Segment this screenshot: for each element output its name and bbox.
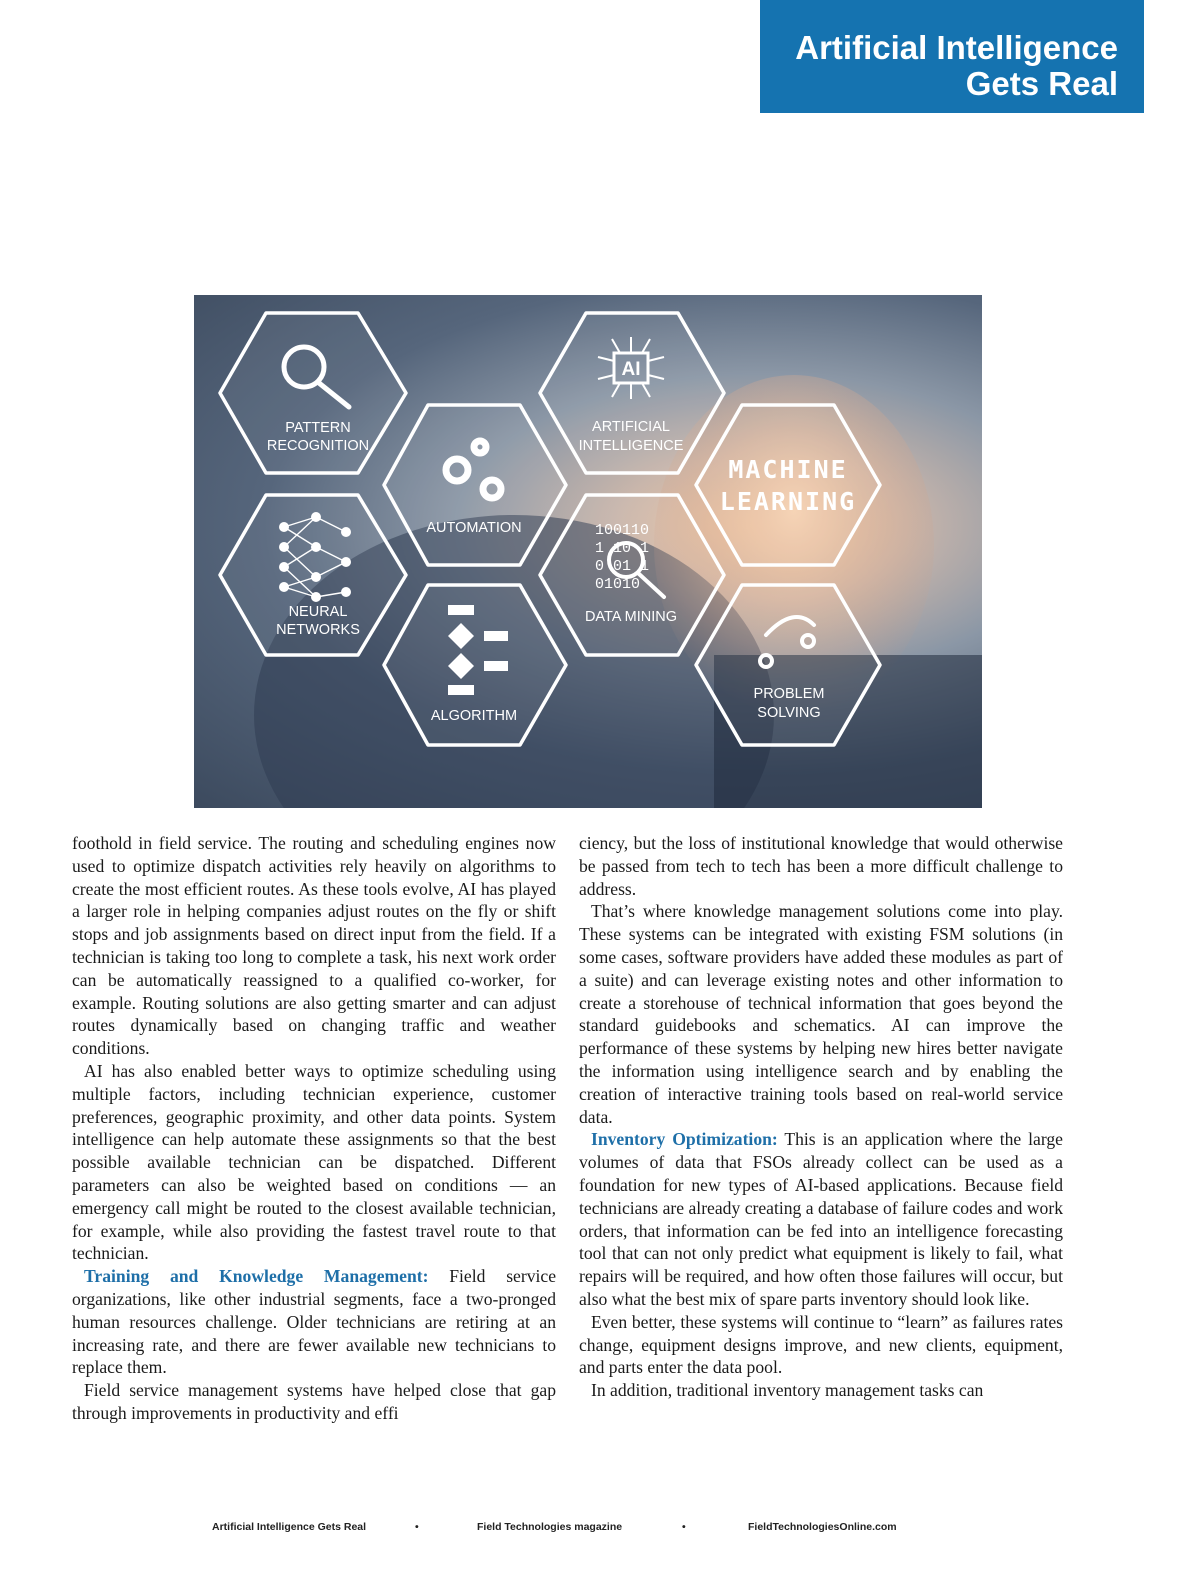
problem-label-2: SOLVING bbox=[757, 705, 821, 721]
footer-website: FieldTechnologiesOnline.com bbox=[748, 1521, 897, 1533]
footer-article-title: Artificial Intelligence Gets Real bbox=[212, 1521, 367, 1533]
article-column-left bbox=[72, 832, 556, 1425]
paragraph: In addition, traditional inventory management tasks can bbox=[591, 1380, 984, 1401]
problem-label-1: PROBLEM bbox=[753, 686, 825, 702]
subhead-inventory: Inventory Optimization: bbox=[591, 1129, 778, 1150]
paragraph bbox=[579, 1128, 1063, 1310]
neural-label-2: NETWORKS bbox=[276, 622, 360, 638]
neural-label-1: NEURAL bbox=[288, 604, 348, 620]
data-mining-label: DATA MINING bbox=[584, 609, 678, 625]
hero-image bbox=[194, 295, 982, 808]
paragraph: Field service management systems have helped close that gap through improvements in productivity and effi bbox=[72, 1380, 556, 1423]
binary-line-2: 1 10 1 bbox=[595, 540, 650, 557]
article-title-banner bbox=[760, 0, 1144, 113]
pattern-label-1: PATTERN bbox=[285, 420, 351, 436]
paragraph-body: Field service organizations, like other industrial segments, face a two-pronged human resources challenge. Older technicians are retiring at an increasing rate, and there are fewer available new technicians to replace them. bbox=[72, 1266, 557, 1378]
machine-label: MACHINE bbox=[728, 455, 848, 484]
binary-line-1: 100110 bbox=[595, 522, 650, 539]
paragraph: ciency, but the loss of institutional knowledge that would otherwise be passed from tech to tech has been a more difficult challenge to address. bbox=[579, 833, 1063, 899]
footer-bullet: • bbox=[682, 1521, 686, 1533]
automation-label: AUTOMATION bbox=[426, 520, 522, 536]
algorithm-label: ALGORITHM bbox=[430, 708, 518, 724]
footer-bullet: • bbox=[415, 1521, 419, 1533]
page-footer bbox=[0, 1521, 1200, 1537]
binary-line-4: 01010 bbox=[595, 576, 641, 593]
footer-magazine: Field Technologies magazine bbox=[477, 1521, 623, 1533]
title-line-1: Artificial Intelligence bbox=[795, 29, 1118, 66]
paragraph: That’s where knowledge management solutions come into play. These systems can be integrated with existing FSM solutions (in some cases, software providers have added these modules as part of a suite) and can leverage existing notes and other information to create a storehouse of technical information that goes beyond the standard guidebooks and schematics. AI can improve the performance of these systems by helping new hires better navigate the information using intelligence search and by enabling the creation of interactive training tools based on real-world service data. bbox=[579, 901, 1063, 1127]
ai-label-2: INTELLIGENCE bbox=[578, 438, 684, 454]
paragraph: AI has also enabled better ways to optimize scheduling using multiple factors, including technician experience, customer preferences, geographic proximity, and other data points. System intelligence can help automate these assignments so that the best possible available technician can be dispatched. Different parameters can also be weighted based on conditions — an emergency call might be routed to the closest available technician, for example, while also providing the fastest travel route to that technician. bbox=[72, 1060, 556, 1264]
paragraph: foothold in field service. The routing and scheduling engines now used to optimize dispatch activities rely heavily on algorithms to create the most efficient routes. As these tools evolve, AI has played a larger role in helping companies adjust routes on the fly or shift stops and job assignments based on direct input from the field. If a technician is taking too long to complete a task, his next work order can be automatically reassigned to a qualified co-worker, for example. Routing solutions are also getting smarter and can adjust routes dynamically based on changing traffic and weather conditions. bbox=[72, 833, 556, 1059]
article-column-right bbox=[579, 832, 1063, 1402]
title-line-2: Gets Real bbox=[965, 65, 1118, 102]
ai-chip-label: AI bbox=[621, 359, 641, 380]
learning-label: LEARNING bbox=[719, 487, 857, 516]
paragraph bbox=[72, 1265, 556, 1379]
paragraph: Even better, these systems will continue to “learn” as failures rates change, equipment designs improve, and new clients, equipment, and parts enter the data pool. bbox=[579, 1311, 1063, 1378]
binary-line-3: 0 01 1 bbox=[595, 558, 650, 575]
ai-label-1: ARTIFICIAL bbox=[592, 419, 670, 435]
subhead-training: Training and Knowledge Management: bbox=[84, 1266, 429, 1287]
pattern-label-2: RECOGNITION bbox=[266, 438, 370, 454]
paragraph-body: This is an application where the large volumes of data that FSOs already collect can be used as a foundation for new types of AI-based applications. Because field technicians are already creating a database of failure codes and work orders, that information can be fed into an intelligence forecasting tool that can not only predict what equipment is likely to fail, what repairs will be required, and how often those failures will occur, but also what the best mix of spare parts inventory should look like. bbox=[579, 1129, 1063, 1309]
ai-hexagon-illustration bbox=[194, 295, 982, 808]
